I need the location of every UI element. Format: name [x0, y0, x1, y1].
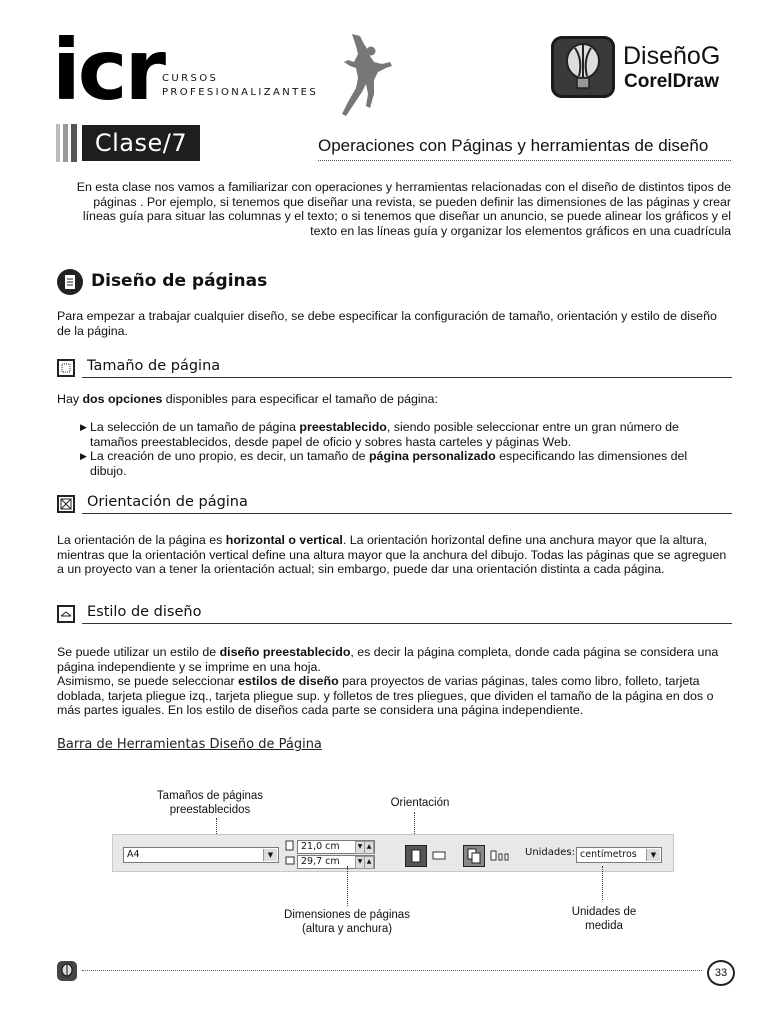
logo-subtitle	[162, 72, 318, 100]
section-title: Diseño de páginas	[91, 271, 268, 291]
preset-size-value: A4	[127, 849, 140, 860]
callout-preset-sizes	[140, 789, 280, 817]
portrait-icon	[406, 846, 426, 866]
footer-logo-icon	[57, 961, 77, 981]
all-pages-icon	[464, 846, 484, 866]
subsection-title-size: Tamaño de página	[87, 358, 221, 374]
portrait-button[interactable]	[405, 845, 427, 867]
page-height-icon	[285, 840, 295, 851]
style-paragraph-1: Se puede utilizar un estilo de diseño preestablecido, es decir la página completa, donde cada página se considera una página independiente y se imprime en una hoja.	[57, 645, 719, 674]
callout-leader	[602, 866, 603, 900]
page-number: 33	[707, 960, 735, 986]
intro-paragraph: En esta clase nos vamos a familiarizar con operaciones y herramientas relacionadas con el diseño de distintos tipos de páginas . Por ejemplo, si tenemos que diseñar una revista, se pueden definir las dimensiones de las páginas y crear líneas guía para situar las columnas y el texto; o si tenemos que diseñar un anuncio, se puede alinear los gráficos y el texto en las líneas guía y organizar los elementos gráficos en una cuadrícula	[76, 180, 731, 238]
brand-title-line2: CorelDraw	[624, 71, 720, 92]
page-size-icon	[57, 359, 75, 377]
callout-line: Dimensiones de páginas	[284, 909, 410, 921]
class-banner-bars-icon	[56, 124, 80, 162]
spin-down-icon[interactable]: ▼	[355, 841, 365, 854]
page-height-value: 29,7 cm	[301, 856, 340, 867]
page-width-input[interactable]	[297, 840, 375, 854]
list-item	[80, 420, 720, 449]
units-value: centímetros	[580, 849, 637, 860]
list-item	[80, 449, 720, 478]
toolbar-heading: Barra de Herramientas Diseño de Página	[57, 737, 322, 752]
coreldraw-logo-icon	[551, 36, 615, 98]
callout-line: medida	[585, 920, 623, 932]
callout-line: Tamaños de páginas	[156, 790, 264, 802]
spin-down-icon[interactable]: ▼	[355, 856, 365, 869]
class-label: Clase/7	[82, 125, 200, 161]
callout-line: Unidades de	[571, 906, 637, 918]
subsection-rule	[82, 513, 732, 514]
subsection-title-orientation: Orientación de página	[87, 494, 248, 510]
style-paragraph-2: Asimismo, se puede seleccionar estilos de diseño para proyectos de varias páginas, tales como libro, folleto, tarjeta doblada, tarjeta pliegue izq., tarjeta pliegue sup. y folletos de tres pliegues, que dividen el tamaño de la página en dos o más partes iguales. En los estilo de diseños cada parte se considera una página independiente.	[57, 674, 714, 718]
callout-line: (altura y anchura)	[301, 923, 393, 935]
orientation-paragraph: La orientación de la página es horizontal o vertical. La orientación horizontal define una anchura mayor que la altura, mientras que la orientación vertical define una altura mayor que la anchura del dibujo. Todas las páginas que se agreguen a un proyecto van a tener la orientación actual; sin embargo, puede dar una orientación distinta a cada página.	[57, 533, 727, 577]
class-title-rule	[318, 160, 731, 161]
class-title: Operaciones con Páginas y herramientas de diseño	[318, 136, 709, 155]
bullet-text: La selección de un tamaño de página preestablecido, siendo posible seleccionar entre un gran número de tamaños preestablecidos, desde papel de oficio y sobres hasta carteles y páginas Web.	[90, 420, 679, 449]
callout-line: preestablecidos	[169, 804, 251, 816]
orientation-icon	[57, 495, 75, 513]
preset-size-select[interactable]	[123, 847, 279, 863]
section-paragraph: Para empezar a trabajar cualquier diseño, se debe especificar la configuración de tamaño, orientación y estilo de diseño de la página.	[57, 309, 717, 338]
chevron-down-icon[interactable]: ▼	[646, 849, 660, 861]
page-width-value: 21,0 cm	[301, 841, 340, 852]
callout-dimensions	[267, 908, 427, 936]
chevron-down-icon[interactable]: ▼	[263, 849, 277, 861]
page-layout-toolbar	[112, 834, 674, 872]
callout-units	[554, 905, 654, 933]
spin-up-icon[interactable]: ▲	[364, 841, 374, 854]
logo-sub-line2: PROFESIONALIZANTES	[162, 87, 319, 98]
subsection-rule	[82, 623, 732, 624]
subsection-title-style: Estilo de diseño	[87, 604, 202, 620]
all-pages-button[interactable]	[463, 845, 485, 867]
callout-leader	[347, 866, 348, 906]
page-width-icon	[285, 855, 295, 866]
callout-orientation: Orientación	[390, 797, 450, 809]
spin-up-icon[interactable]: ▲	[364, 856, 374, 869]
bullet-arrow-icon: ▶	[80, 422, 87, 432]
dancer-silhouette-icon	[338, 32, 394, 118]
layout-style-icon	[57, 605, 75, 623]
landscape-button[interactable]	[431, 847, 447, 863]
subsection-rule	[82, 377, 732, 378]
current-page-button[interactable]	[489, 847, 511, 863]
units-select[interactable]	[576, 847, 662, 863]
page-height-input[interactable]	[297, 855, 375, 869]
size-intro: Hay dos opciones disponibles para especificar el tamaño de página:	[57, 392, 438, 406]
footer-rule	[82, 970, 702, 971]
icr-logo: icr	[52, 21, 164, 119]
bullet-arrow-icon: ▶	[80, 451, 87, 461]
bullet-text: La creación de uno propio, es decir, un tamaño de página personalizado especificando las dimensiones del dibujo.	[90, 449, 688, 478]
document-icon	[57, 269, 83, 295]
units-label: Unidades:	[525, 847, 575, 858]
brand-title-line1: DiseñoG	[623, 42, 721, 70]
logo-sub-line1: CURSOS	[162, 73, 219, 84]
